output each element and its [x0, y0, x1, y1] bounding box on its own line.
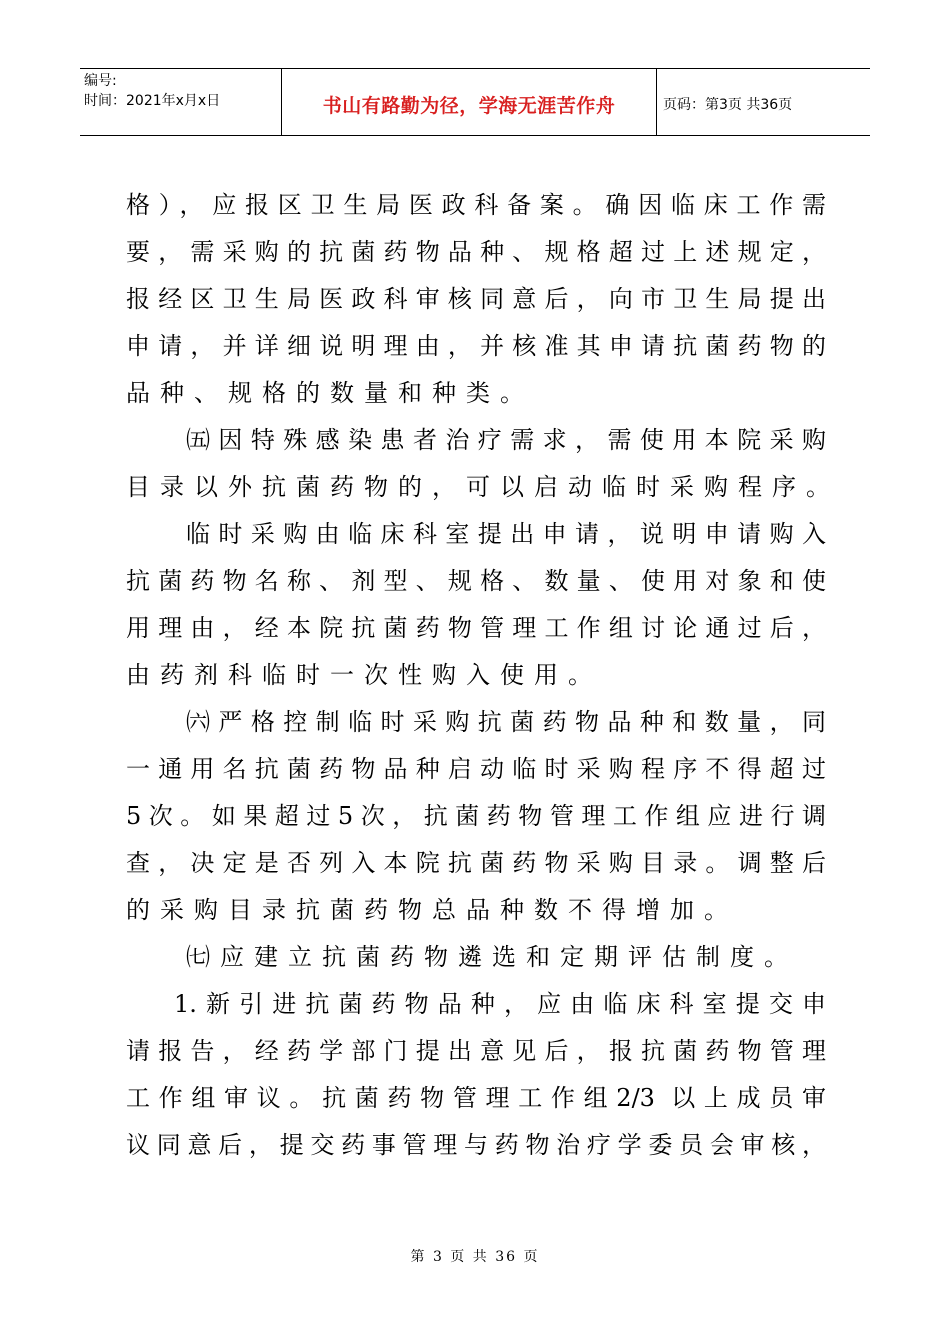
- number-label: 编号:: [84, 73, 117, 89]
- body-line: 申请，并详细说明理由，并核准其申请抗菌药物的: [126, 332, 826, 360]
- body-line: 工作组审议。抗菌药物管理工作组2/3 以上成员审: [126, 1084, 826, 1112]
- body-line: 议同意后，提交药事管理与药物治疗学委员会审核，: [126, 1131, 826, 1159]
- body-line: 临时采购由临床科室提出申请，说明申请购入: [186, 520, 826, 548]
- body-line: 品种、规格的数量和种类。: [126, 379, 534, 407]
- body-line: 的采购目录抗菌药物总品种数不得增加。: [126, 896, 738, 924]
- date-label: 时间：2021年x月x日: [84, 93, 221, 109]
- page-footer: [0, 1246, 950, 1266]
- page-info-text: 页码：第3页 共36页: [663, 97, 793, 113]
- body-line: 由药剂科临时一次性购入使用。: [126, 661, 602, 689]
- body-line: 5次。如果超过5次，抗菌药物管理工作组应进行调: [126, 802, 826, 830]
- body-line: 1.新引进抗菌药物品种，应由临床科室提交申: [174, 990, 826, 1018]
- body-line: 请报告，经药学部门提出意见后，报抗菌药物管理: [126, 1037, 826, 1065]
- header-page-info: [657, 69, 870, 135]
- body-line: ㈥严格控制临时采购抗菌药物品种和数量，同: [186, 708, 826, 736]
- body-line: 格），应报区卫生局医政科备案。确因临床工作需: [126, 191, 826, 219]
- document-body: [126, 182, 840, 1169]
- header-meta: [80, 69, 282, 135]
- body-line: 查，决定是否列入本院抗菌药物采购目录。调整后: [126, 849, 826, 877]
- body-line: 要，需采购的抗菌药物品种、规格超过上述规定，: [126, 238, 826, 266]
- body-line: ㈦应建立抗菌药物遴选和定期评估制度。: [186, 943, 798, 971]
- body-line: 一通用名抗菌药物品种启动临时采购程序不得超过: [126, 755, 826, 783]
- footer-page-number: 第 3 页 共 36 页: [410, 1249, 540, 1265]
- body-line: 用理由，经本院抗菌药物管理工作组讨论通过后，: [126, 614, 826, 642]
- body-line: 抗菌药物名称、剂型、规格、数量、使用对象和使: [126, 567, 826, 595]
- body-line: 报经区卫生局医政科审核同意后，向市卫生局提出: [126, 285, 826, 313]
- document-header: [80, 68, 870, 136]
- body-line: ㈤因特殊感染患者治疗需求，需使用本院采购: [186, 426, 826, 454]
- motto-text: 书山有路勤为径，学海无涯苦作舟: [322, 94, 616, 117]
- body-line: 目录以外抗菌药物的，可以启动临时采购程序。: [126, 473, 840, 501]
- header-motto-cell: [282, 69, 657, 135]
